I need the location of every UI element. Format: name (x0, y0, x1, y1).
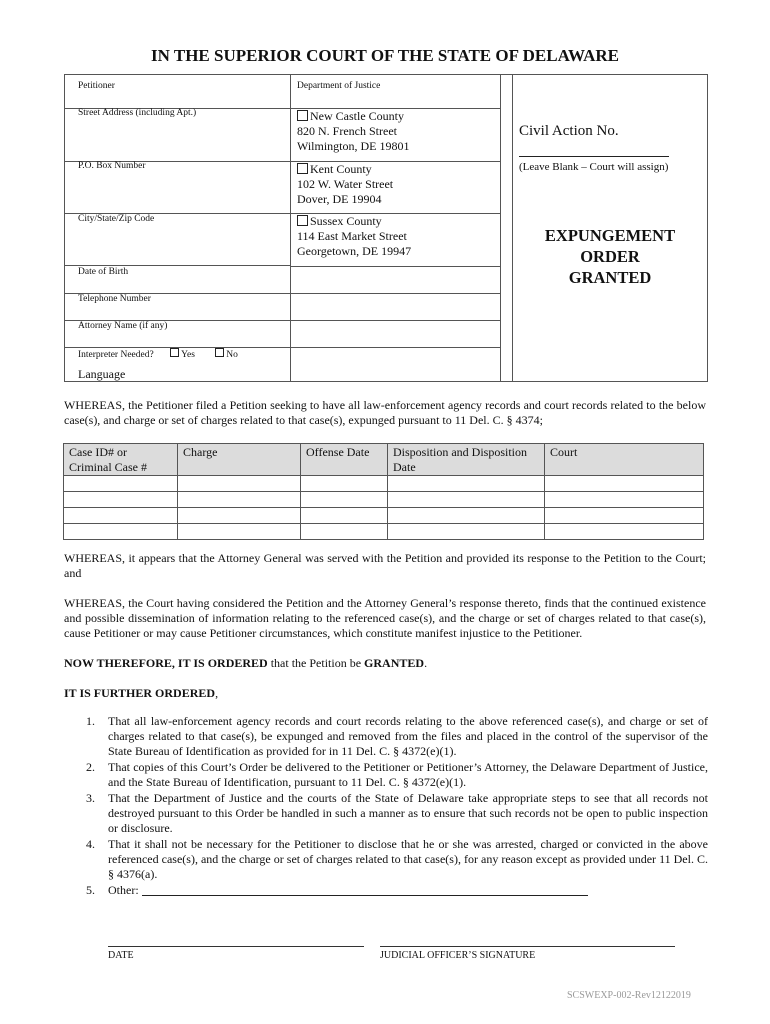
street-address-field[interactable]: Street Address (including Apt.) (78, 108, 197, 118)
order-text: That the Department of Justice and the courts of the State of Delaware take appropriate steps to see that all records not destroyed pursuant to this Order be handled in such a manner as to ensure that such records not be open to public inspection or disclosure. (108, 791, 708, 835)
col-offense-date: Offense Date (301, 444, 388, 476)
other-order-field[interactable] (142, 884, 588, 896)
order-number: 2. (86, 760, 95, 774)
office-kent (297, 162, 393, 207)
col-disposition: Disposition and Disposition Date (388, 444, 545, 476)
civil-action-label: Civil Action No. (519, 123, 619, 139)
leave-blank-note: (Leave Blank – Court will assign) (519, 161, 669, 173)
further-ordered-lead: IT IS FURTHER ORDERED (64, 686, 216, 700)
office-sussex (297, 214, 411, 259)
sussex-option[interactable] (297, 214, 411, 229)
signature-label: JUDICIAL OFFICER’S SIGNATURE (380, 950, 536, 961)
interpreter-needed-row (78, 348, 238, 360)
case-table (63, 443, 704, 540)
table-row (64, 476, 704, 492)
charge-cell[interactable] (178, 492, 301, 508)
further-ordered-clause (64, 686, 706, 701)
interpreter-label: Interpreter Needed? (78, 350, 154, 360)
disposition-cell[interactable] (388, 508, 545, 524)
case-id-cell[interactable] (64, 508, 178, 524)
case-id-cell[interactable] (64, 476, 178, 492)
date-of-birth-field[interactable]: Date of Birth (78, 267, 129, 277)
kent-option[interactable] (297, 162, 393, 177)
court-cell[interactable] (545, 524, 704, 540)
further-ordered-end: , (215, 686, 219, 700)
petitioner-field[interactable]: Petitioner (78, 81, 115, 91)
date-label: DATE (108, 950, 134, 961)
now-therefore-middle: that the Petition be (267, 656, 365, 670)
office-street: 102 W. Water Street (297, 177, 394, 191)
order-number: 4. (86, 837, 95, 851)
order-title-line: ORDER (580, 247, 640, 266)
list-item (74, 760, 708, 790)
order-text: Other: (108, 883, 139, 897)
kent-checkbox[interactable] (297, 163, 308, 174)
col-case-id: Case ID# or Criminal Case # (64, 444, 178, 476)
now-therefore-lead: NOW THEREFORE, IT IS ORDERED (64, 656, 268, 670)
po-box-field[interactable]: P.O. Box Number (78, 161, 146, 171)
office-name: New Castle County (310, 109, 404, 123)
office-city: Dover, DE 19904 (297, 192, 382, 206)
telephone-field[interactable]: Telephone Number (78, 294, 151, 304)
office-city: Georgetown, DE 19947 (297, 244, 412, 258)
table-row (64, 492, 704, 508)
office-new-castle (297, 109, 410, 154)
office-street: 820 N. French Street (297, 124, 397, 138)
charge-cell[interactable] (178, 508, 301, 524)
sussex-checkbox[interactable] (297, 215, 308, 226)
whereas-filed-petition: WHEREAS, the Petitioner filed a Petition seeking to have all law-enforcement agency records and court records related to the below case(s), and charge or set of charges related to that case(s), expunged pursuant to 11 Del. C. § 4374; (64, 398, 706, 427)
order-text: That it shall not be necessary for the Petitioner to disclose that he or she was arrested, charged or convicted in the above referenced case(s), and the charge or set of charges related to that case(s), for any reason except as provided under 11 Del. C. § 4376(a). (108, 837, 708, 881)
civil-action-number-field[interactable] (519, 156, 669, 157)
office-city: Wilmington, DE 19801 (297, 139, 410, 153)
whereas-attorney-general: WHEREAS, it appears that the Attorney General was served with the Petition and provided its response to the Petition to the Court; and (64, 551, 706, 580)
offense-date-cell[interactable] (301, 508, 388, 524)
disposition-cell[interactable] (388, 524, 545, 540)
no-checkbox[interactable] (215, 348, 224, 357)
case-id-cell[interactable] (64, 524, 178, 540)
col-charge: Charge (178, 444, 301, 476)
header-form-box (64, 74, 708, 382)
interpreter-no-option[interactable] (215, 350, 238, 360)
court-cell[interactable] (545, 508, 704, 524)
order-title (517, 225, 703, 288)
list-item (74, 883, 708, 898)
order-text: That copies of this Court’s Order be delivered to the Petitioner or Petitioner’s Attorney, the Delaware Department of Justice, and the State Bureau of Identification, pursuant to 11 Del. C. § 4372(e)(1). (108, 760, 708, 789)
order-title-line: EXPUNGEMENT (544, 226, 676, 245)
court-title: IN THE SUPERIOR COURT OF THE STATE OF DELAWARE (151, 46, 619, 65)
orders-list (74, 714, 708, 899)
disposition-cell[interactable] (388, 492, 545, 508)
language-field[interactable]: Language (78, 367, 126, 381)
order-number: 1. (86, 714, 95, 728)
disposition-cell[interactable] (388, 476, 545, 492)
whereas-court-considered: WHEREAS, the Court having considered the Petition and the Attorney General’s response thereto, finds that the continued existence and possible dissemination of information relating to the referenced case(s), and the charge or set of charges related to that case(s), cause Petitioner or may cause Petitioner circumstances, which constitute manifest injustice to the Petitioner. (64, 596, 706, 640)
city-state-zip-field[interactable]: City/State/Zip Code (78, 214, 155, 224)
table-row (64, 508, 704, 524)
attorney-name-field[interactable]: Attorney Name (if any) (78, 321, 168, 331)
list-item (74, 837, 708, 882)
offense-date-cell[interactable] (301, 524, 388, 540)
case-table-header (64, 444, 704, 476)
charge-cell[interactable] (178, 524, 301, 540)
office-name: Sussex County (310, 214, 382, 228)
charge-cell[interactable] (178, 476, 301, 492)
form-code: SCSWEXP-002-Rev12122019 (567, 990, 691, 1001)
court-cell[interactable] (545, 492, 704, 508)
now-therefore-end: . (424, 656, 428, 670)
doj-label: Department of Justice (297, 81, 381, 91)
signature-line[interactable] (380, 946, 675, 947)
granted-word: GRANTED (364, 656, 425, 670)
date-line[interactable] (108, 946, 364, 947)
new-castle-option[interactable] (297, 109, 410, 124)
case-id-cell[interactable] (64, 492, 178, 508)
offense-date-cell[interactable] (301, 492, 388, 508)
interpreter-yes-option[interactable] (170, 350, 195, 360)
now-therefore-clause (64, 656, 706, 671)
col-court: Court (545, 444, 704, 476)
list-item (74, 791, 708, 836)
offense-date-cell[interactable] (301, 476, 388, 492)
yes-checkbox[interactable] (170, 348, 179, 357)
office-street: 114 East Market Street (297, 229, 407, 243)
order-number: 3. (86, 791, 95, 805)
office-name: Kent County (310, 162, 372, 176)
order-number: 5. (86, 883, 95, 897)
new-castle-checkbox[interactable] (297, 110, 308, 121)
yes-label: Yes (181, 350, 195, 360)
table-row (64, 524, 704, 540)
list-item (74, 714, 708, 759)
court-cell[interactable] (545, 476, 704, 492)
order-text: That all law-enforcement agency records and court records relating to the above referenced case(s), and charge or set of charges related to that case(s), be expunged and removed from the files and placed in the control of the supervisor of the State Bureau of Identification as provided for in 11 Del. C. § 4372(e)(1). (108, 714, 708, 758)
order-title-line: GRANTED (568, 268, 652, 287)
no-label: No (226, 350, 238, 360)
